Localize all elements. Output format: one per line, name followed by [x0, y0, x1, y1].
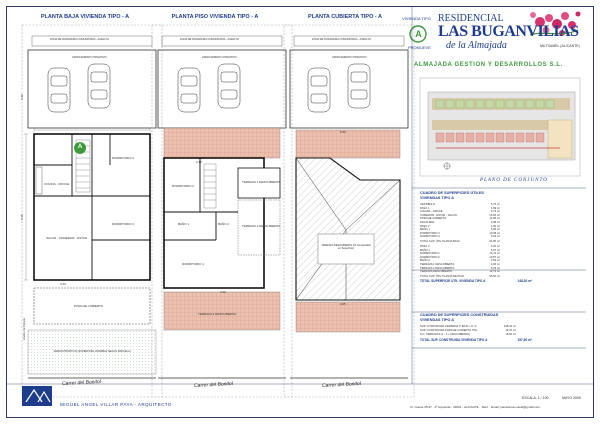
site-plan-title: PLANO DE CONJUNTO	[480, 178, 548, 183]
table-row-label: TOTAL SUP. CONSTRUIDA VIVIENDA TIPO A	[420, 337, 488, 342]
table-row-value: 5,07 m²	[490, 248, 500, 252]
plan-title-roof: PLANTA CUBIERTA TIPO - A	[307, 14, 383, 20]
dim-ground-parking: 6.00	[20, 94, 24, 100]
table-row	[420, 252, 500, 255]
table-row	[420, 270, 500, 273]
table-row	[420, 225, 500, 228]
room-bano2: BAÑO 2	[218, 222, 230, 226]
table-row-label: DORMITORIO 4	[420, 235, 440, 239]
residencial-label: RESIDENCIAL	[438, 13, 504, 24]
vivienda-tipo-label: VIVIENDA TIPO	[402, 16, 431, 21]
table-row	[420, 210, 500, 213]
table-row	[420, 333, 516, 336]
zone-label-ground: ZONA DE RODADURA COMUNITARIA - ASFALTO	[50, 38, 109, 41]
table-row-label: TOTAL SUP. ÚTIL PLANTA BAJA	[420, 240, 460, 243]
table-row	[420, 235, 500, 238]
table-row-label: DORMITORIO 1	[420, 252, 440, 256]
table-row-value: 148,30 m²	[517, 279, 532, 284]
table-row-value: 56,50 m²	[489, 274, 500, 278]
table-row-value: 10,76 m²	[505, 328, 516, 332]
table-construidas-rows	[420, 325, 530, 349]
area-terraza2: TERRAZA 2 DESCUBIERTA	[242, 224, 281, 228]
table-row-value: 9,73 m²	[490, 210, 500, 214]
date-label: MAYO 2005	[562, 396, 581, 400]
room-bano1: BAÑO 1	[178, 222, 190, 226]
room-dormitorio1: DORMITORIO 1	[182, 262, 204, 266]
room-dormitorio2: DORMITORIO 2	[172, 184, 194, 188]
first-floor-plan	[152, 25, 292, 397]
table-row	[420, 256, 500, 259]
area-jardin: JARDIN PRIVATIVO (SUPERFICIE VARIABLE SEGUN PARCELA)	[53, 350, 131, 353]
parking-label-ground: APARCAMIENTO PRIVATIVO	[72, 56, 107, 59]
table-row	[420, 338, 532, 342]
table-row-label: TERRAZA 2 DESCUBIERTA	[420, 266, 455, 270]
plan-title-first: PLANTA PISO VIVIENDA TIPO - A	[171, 14, 259, 20]
project-subname: de la Almajada	[446, 40, 507, 51]
table-row-label: TOTAL SUPERFICIE ÚTIL VIVIENDA TIPO A	[420, 279, 486, 284]
parking-label-roof: APARCAMIENTO PRIVATIVO	[332, 56, 367, 59]
table-row	[420, 325, 516, 328]
table-row-value: 12,74 m²	[489, 270, 500, 274]
table-row-label: DORMITORIO 2	[420, 255, 440, 259]
roof-plan	[284, 25, 414, 397]
table-row	[420, 240, 500, 243]
dim-ground-width: 4.20	[60, 282, 66, 286]
dim-first-b: 4.10	[220, 290, 226, 294]
room-salon: SALON - COMEDOR - ESTAR	[46, 236, 87, 240]
project-name: LAS BUGANVILIAS	[438, 23, 579, 40]
table-construidas-subtitle: VIVIENDAS TIPO A	[420, 318, 455, 322]
plan-title-ground: PLANTA BAJA VIVIENDA TIPO - A	[40, 14, 130, 20]
table-row-label: S.C. TERRAZAS (1 - 2 + DESCUBIERTA)	[420, 332, 471, 336]
table-row-label: BAÑO 1	[420, 248, 430, 252]
table-row-label: BAÑO 1	[420, 228, 430, 232]
table-row-value: 18,50 m²	[505, 332, 516, 336]
street-label-ground: Carrer del Bonitol	[61, 378, 102, 388]
room-dormitorio3: DORMITORIO 3	[112, 222, 134, 226]
table-row-value: 9,94 m²	[490, 235, 500, 239]
site-plan	[420, 78, 580, 176]
table-utiles-title: CUADRO DE SUPERFICIES ÚTILES	[420, 191, 484, 195]
vivienda-tipo-badge: A	[415, 29, 422, 39]
table-row-label: SUP. CONSTRUIDA CERRADA P. BAJA + P. 1ª	[420, 325, 477, 328]
table-row	[420, 217, 500, 220]
project-location: MUTXAMEL (ALICANTE)	[540, 44, 580, 48]
scale-label: ESCALA: 1 / 100	[522, 396, 549, 400]
table-row-label: PASO 3	[420, 245, 430, 248]
table-row-label: VESTIBULO	[420, 203, 436, 206]
table-row-value: 10,68 m²	[489, 231, 500, 235]
table-row-label: PASO 2	[420, 224, 430, 228]
table-row	[420, 329, 516, 332]
table-row-label: TOTAL SUP. ÚTIL PLANTA DE PISO	[420, 274, 464, 278]
table-row	[420, 228, 500, 231]
area-terraza2-lower: TERRAZA 2 DESCUBIERTA	[198, 312, 237, 316]
table-row-value: 157,60 m²	[517, 337, 532, 342]
architect-address: C/. Nueva 35-37 · 4º Izquierda · 03001 - ALICANTE · Teléf. · Email: juanarteria.maval@gmail.com	[410, 405, 540, 409]
area-terraza-desc: TERRAZA DESCUBIERTA (Ni Computable en Superficie)	[321, 244, 371, 250]
table-row-value: 1,99 m²	[490, 206, 500, 210]
table-utiles-rows	[420, 203, 532, 284]
table-row-label: SUP. CONSTRUIDA PORCHE CUBIERTO 75%	[420, 328, 478, 332]
table-row-value: 10,87 m²	[489, 255, 500, 259]
table-row-value: 3,59 m²	[490, 259, 500, 263]
table-row-label: COCINA - OFFICE	[420, 210, 443, 214]
lindero-ground: Lindero de Parcela	[23, 318, 26, 340]
zone-label-first: ZONA DE RODADURA COMUNITARIA - ASFALTO	[180, 38, 239, 41]
dim-ground-depth: 5.45	[20, 214, 24, 220]
company-name: ALMAJADA GESTION Y DESARROLLOS S.L.	[414, 62, 563, 68]
table-row	[420, 221, 500, 224]
table-row-label: TERRAZA 1 DESCUBIERTA	[420, 263, 455, 266]
table-row-label: DORMITORIO 3	[420, 231, 440, 235]
table-row-value: 1,30 m²	[490, 224, 500, 228]
table-row-label: COMEDOR - ESTAR - SALON	[420, 213, 457, 217]
plan-type-badge: A	[77, 144, 83, 150]
table-row-label: ESCALERA	[420, 221, 435, 224]
area-terraza1: TERRAZA 1 DESCUBIERTA	[242, 180, 281, 184]
table-row-value: 6,29 m²	[490, 266, 500, 270]
street-label-roof: Carrer del Bonitol	[321, 380, 362, 390]
table-row	[420, 245, 500, 248]
table-construidas-title: CUADRO DE SUPERFICIES CONSTRUIDAS	[420, 313, 499, 317]
dim-first-a: 2.15	[196, 160, 202, 164]
zone-label-roof: ZONA DE RODADURA COMUNITARIA - ASFALTO	[312, 38, 371, 41]
architect-logo	[22, 386, 52, 406]
dim-roof-a: 3.05	[340, 302, 346, 306]
table-row	[420, 203, 500, 206]
table-row-value: 128,34 m²	[503, 325, 516, 328]
dim-roof-b: 5.50	[340, 130, 346, 134]
table-row-value: 23,60 m²	[489, 213, 500, 217]
architect-name: MIGUEL ANGEL VILLAR PAYA - ARQUITECTO	[60, 402, 172, 407]
table-row-label: PASO 1	[420, 206, 430, 210]
table-row-value: 14,73 m²	[489, 252, 500, 256]
table-row-value: 2,68 m²	[490, 221, 500, 224]
parking-label-first: APARCAMIENTO PRIVATIVO	[202, 56, 237, 59]
area-porche: PORCHE CUBIERTO	[74, 304, 104, 308]
table-row-value: 14,83 m²	[489, 217, 500, 221]
table-row	[420, 275, 500, 278]
table-row-value: 4,96 m²	[490, 263, 500, 266]
street-label-first: Carrer del Bonitol	[193, 380, 234, 390]
room-dormitorio4: DORMITORIO 4	[112, 156, 134, 160]
table-row-value: 3,20 m²	[490, 245, 500, 248]
ground-floor-plan	[22, 25, 162, 397]
room-cocina: COCINA - OFFICE	[44, 182, 70, 186]
table-row	[420, 279, 532, 283]
table-row-label: PORCHE CUBIERTO	[420, 217, 447, 221]
table-row-label: BAÑO 2	[420, 259, 430, 263]
table-row	[420, 263, 500, 266]
table-row	[420, 259, 500, 262]
table-utiles-subtitle: VIVIENDAS TIPO A	[420, 196, 455, 200]
table-row-label: TERRAZA DESCUBIERTA	[420, 270, 453, 274]
table-row-value: 91,80 m²	[489, 240, 500, 243]
table-row-value: 5,70 m²	[490, 203, 500, 206]
promueve-label: PROMUEVE	[408, 45, 431, 50]
table-row-value: 4,96 m²	[490, 228, 500, 232]
